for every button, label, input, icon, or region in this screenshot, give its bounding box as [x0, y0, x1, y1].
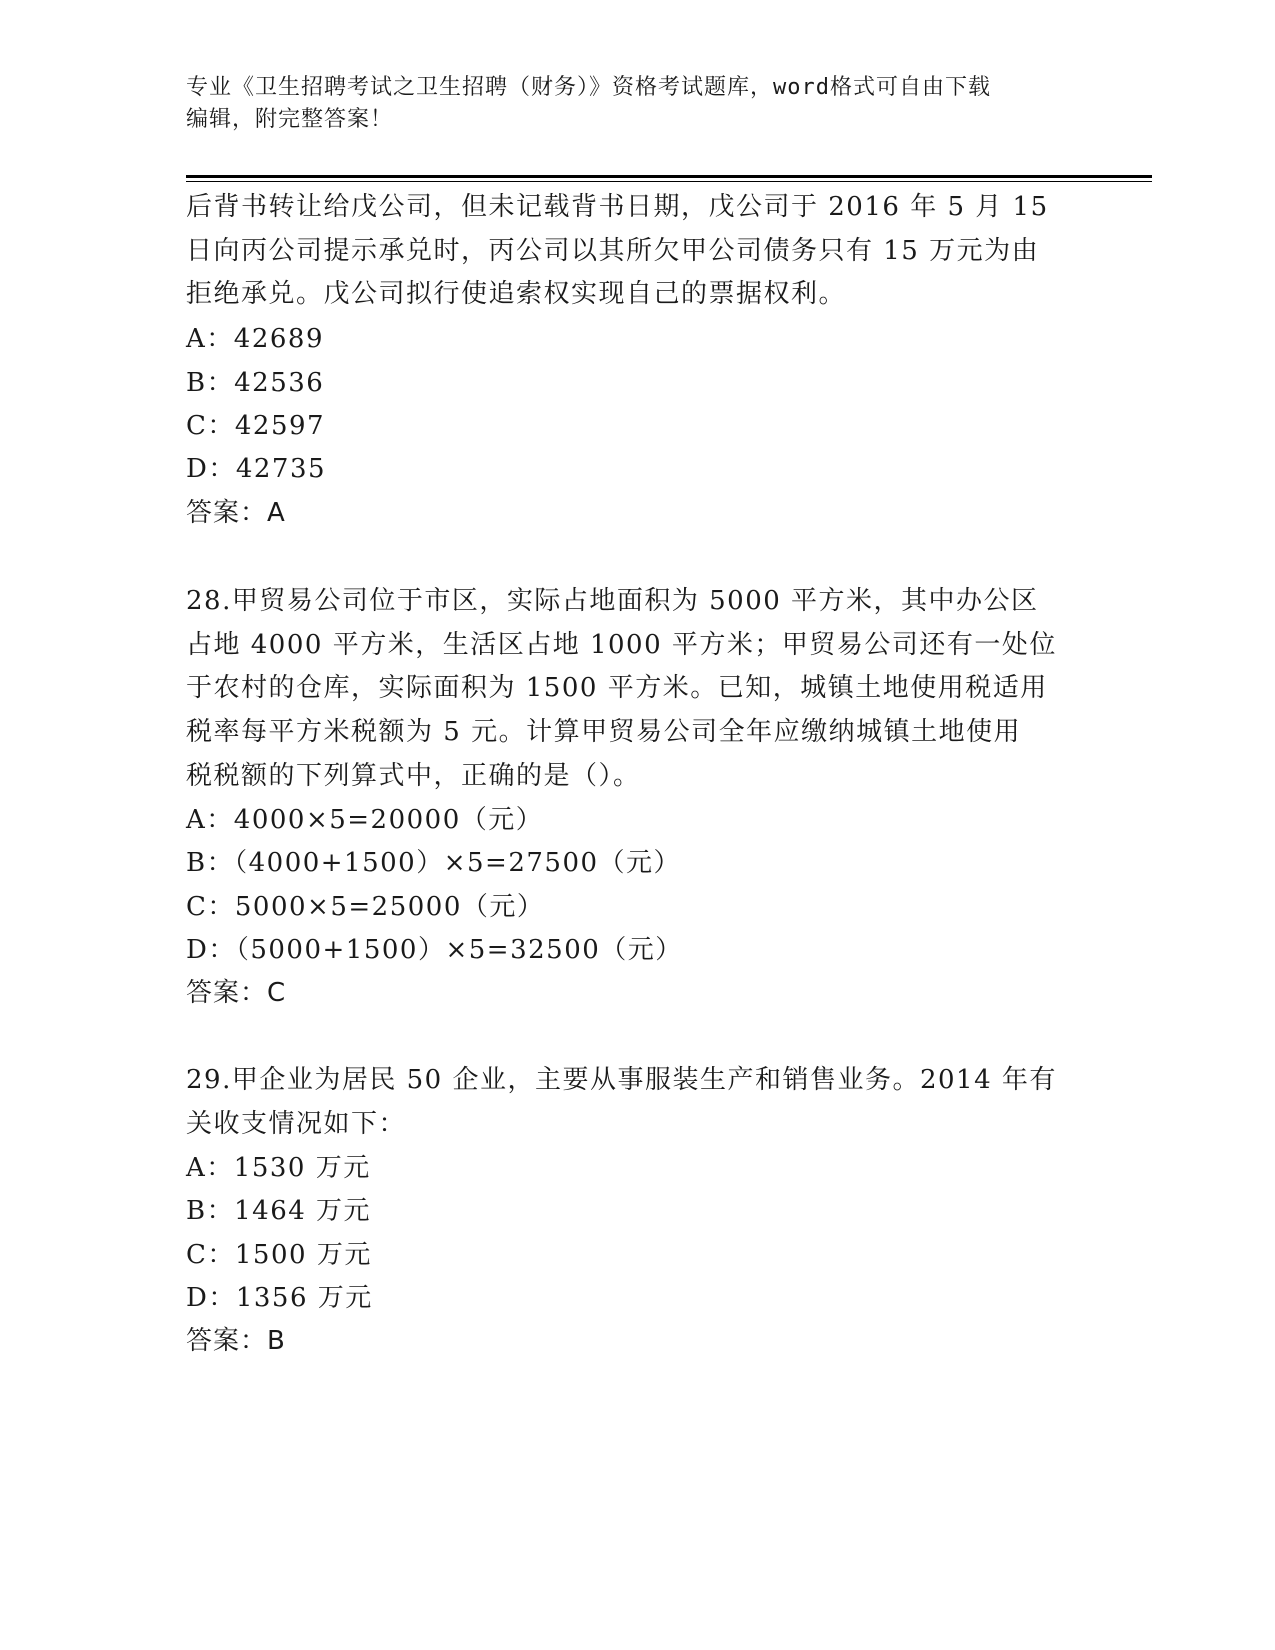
question-stem-line: 28.甲贸易公司位于市区，实际占地面积为 5000 平方米，其中办公区 — [186, 586, 1039, 616]
option-b: B：（4000+1500）×5=27500（元） — [186, 848, 682, 878]
question-stem-line: 于农村的仓库，实际面积为 1500 平方米。已知，城镇土地使用税适用 — [186, 673, 1048, 703]
header-divider-thick — [186, 175, 1152, 178]
option-d: D：1356 万元 — [186, 1283, 373, 1313]
question-stem-line: 后背书转让给戊公司，但未记载背书日期，戊公司于 2016 年 5 月 15 — [186, 192, 1049, 222]
question-stem-line: 税税额的下列算式中，正确的是（）。 — [186, 761, 641, 791]
header-line: 专业《卫生招聘考试之卫生招聘（财务）》资格考试题库，word格式可自由下载 — [186, 75, 991, 100]
answer-line: 答案：C — [186, 978, 287, 1008]
option-b: B：1464 万元 — [186, 1196, 372, 1226]
question-stem-line: 日向丙公司提示承兑时，丙公司以其所欠甲公司债务只有 15 万元为由 — [186, 236, 1040, 266]
option-c: C：1500 万元 — [186, 1240, 372, 1270]
question-stem-line: 税率每平方米税额为 5 元。计算甲贸易公司全年应缴纳城镇土地使用 — [186, 717, 1022, 747]
option-d: D：（5000+1500）×5=32500（元） — [186, 935, 683, 965]
option-d: D：42735 — [186, 454, 327, 484]
option-c: C：42597 — [186, 411, 326, 441]
header-divider-thin — [186, 181, 1152, 182]
header-line: 编辑，附完整答案！ — [186, 107, 394, 132]
question-stem-line: 拒绝承兑。戊公司拟行使追索权实现自己的票据权利。 — [186, 279, 847, 309]
answer-line: 答案：B — [186, 1326, 286, 1356]
option-b: B：42536 — [186, 368, 325, 398]
option-a: A：4000×5=20000（元） — [186, 805, 544, 835]
question-stem-line: 关收支情况如下： — [186, 1109, 407, 1139]
question-stem-line: 29.甲企业为居民 50 企业，主要从事服装生产和销售业务。2014 年有 — [186, 1065, 1057, 1095]
answer-line: 答案：A — [186, 498, 286, 528]
document-header — [186, 72, 1066, 136]
question-stem-line: 占地 4000 平方米，生活区占地 1000 平方米；甲贸易公司还有一处位 — [186, 630, 1057, 660]
option-a: A：1530 万元 — [186, 1153, 371, 1183]
option-a: A：42689 — [186, 324, 324, 354]
option-c: C：5000×5=25000（元） — [186, 892, 545, 922]
